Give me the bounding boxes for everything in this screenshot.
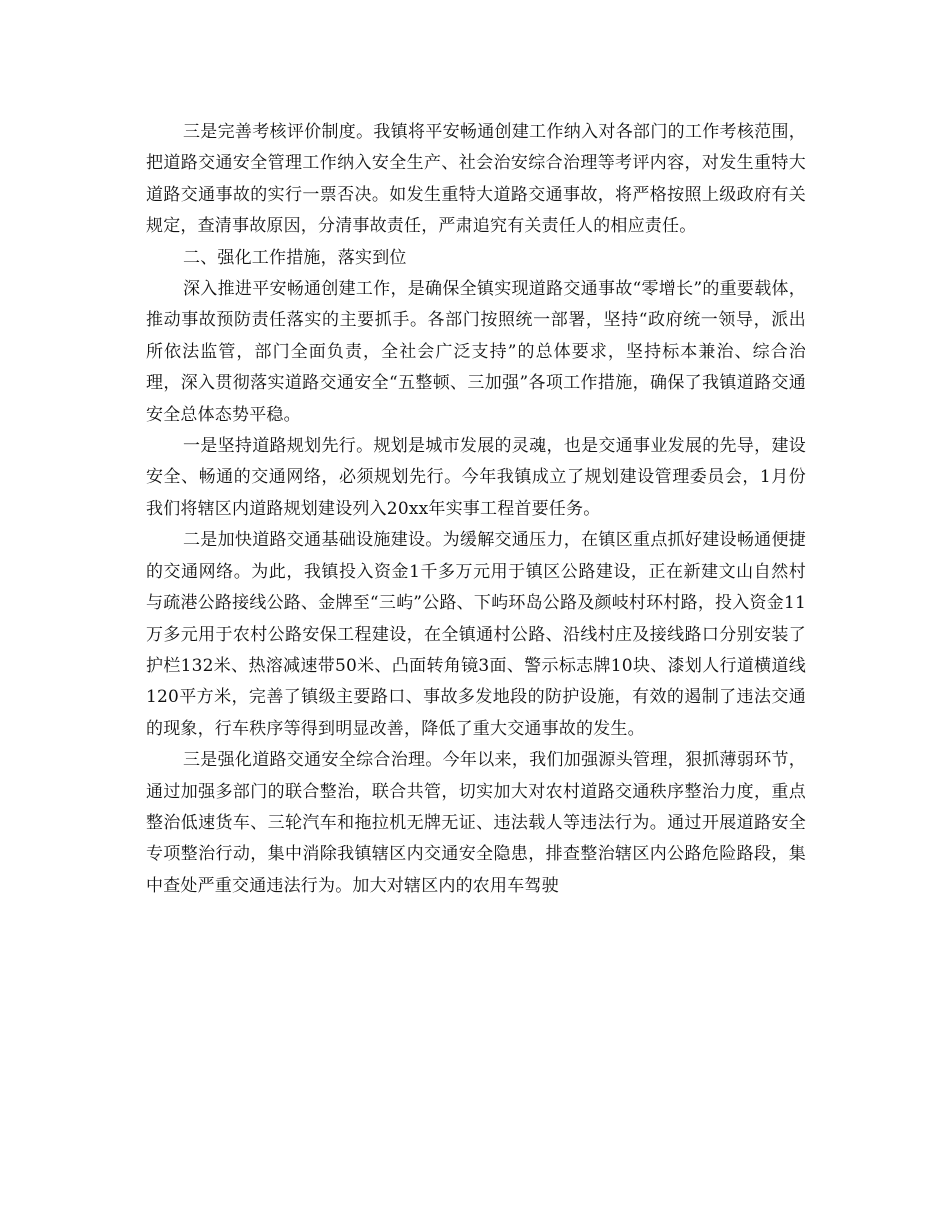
paragraph-safe-traffic-campaign: 深入推进平安畅通创建工作，是确保全镇实现道路交通事故“零增长”的重要载体，推动事故预防责任落实的主要抓手。各部门按照统一部署，坚持“政府统一领导，派出所依法监管，部门全面负责，全社会广泛支持”的总体要求，坚持标本兼治、综合治理，深入贯彻落实道路交通安全“五整顿、三加强”各项工作措施，确保了我镇道路交通安全总体态势平稳。 bbox=[146, 279, 806, 425]
paragraph-infrastructure: 二是加快道路交通基础设施建设。为缓解交通压力，在镇区重点抓好建设畅通便捷的交通网络。为此，我镇投入资金1千多万元用于镇区公路建设，正在新建文山自然村与疏港公路接线公路、金牌至“三屿”公路、下屿环岛公路及颜岐村环村路，投入资金11万多元用于农村公路安保工程建设，在全镇通村公路、沿线村庄及接线路口分别安装了护栏132米、热溶减速带50米、凸面转角镜3面、警示标志牌10块、漆划人行道横道线120平方米，完善了镇级主要路口、事故多发地段的防护设施，有效的遏制了违法交通的现象，行车秩序等得到明显改善，降低了重大交通事故的发生。 bbox=[146, 530, 806, 739]
paragraph-assessment-system: 三是完善考核评价制度。我镇将平安畅通创建工作纳入对各部门的工作考核范围，把道路交通安全管理工作纳入安全生产、社会治安综合治理等考评内容，对发生重特大道路交通事故的实行一票否决。如发生重特大道路交通事故，将严格按照上级政府有关规定，查清事故原因，分清事故责任，严肃追究有关责任人的相应责任。 bbox=[146, 122, 806, 237]
document-body bbox=[146, 117, 806, 902]
section-heading-measures: 二、强化工作措施，落实到位 bbox=[183, 247, 407, 268]
paragraph-comprehensive-governance: 三是强化道路交通安全综合治理。今年以来，我们加强源头管理，狠抓薄弱环节，通过加强多部门的联合整治，联合共管，切实加大对农村道路交通秩序整治力度，重点整治低速货车、三轮汽车和拖拉机无牌无证、违法载人等违法行为。通过开展道路安全专项整治行动，集中消除我镇辖区内交通安全隐患，排查整治辖区内公路危险路段，集中查处严重交通违法行为。加大对辖区内的农用车驾驶 bbox=[146, 750, 806, 896]
paragraph-road-planning: 一是坚持道路规划先行。规划是城市发展的灵魂，也是交通事业发展的先导，建设安全、畅通的交通网络，必须规划先行。今年我镇成立了规划建设管理委员会，1月份我们将辖区内道路规划建设列入20xx年实事工程首要任务。 bbox=[146, 436, 806, 519]
